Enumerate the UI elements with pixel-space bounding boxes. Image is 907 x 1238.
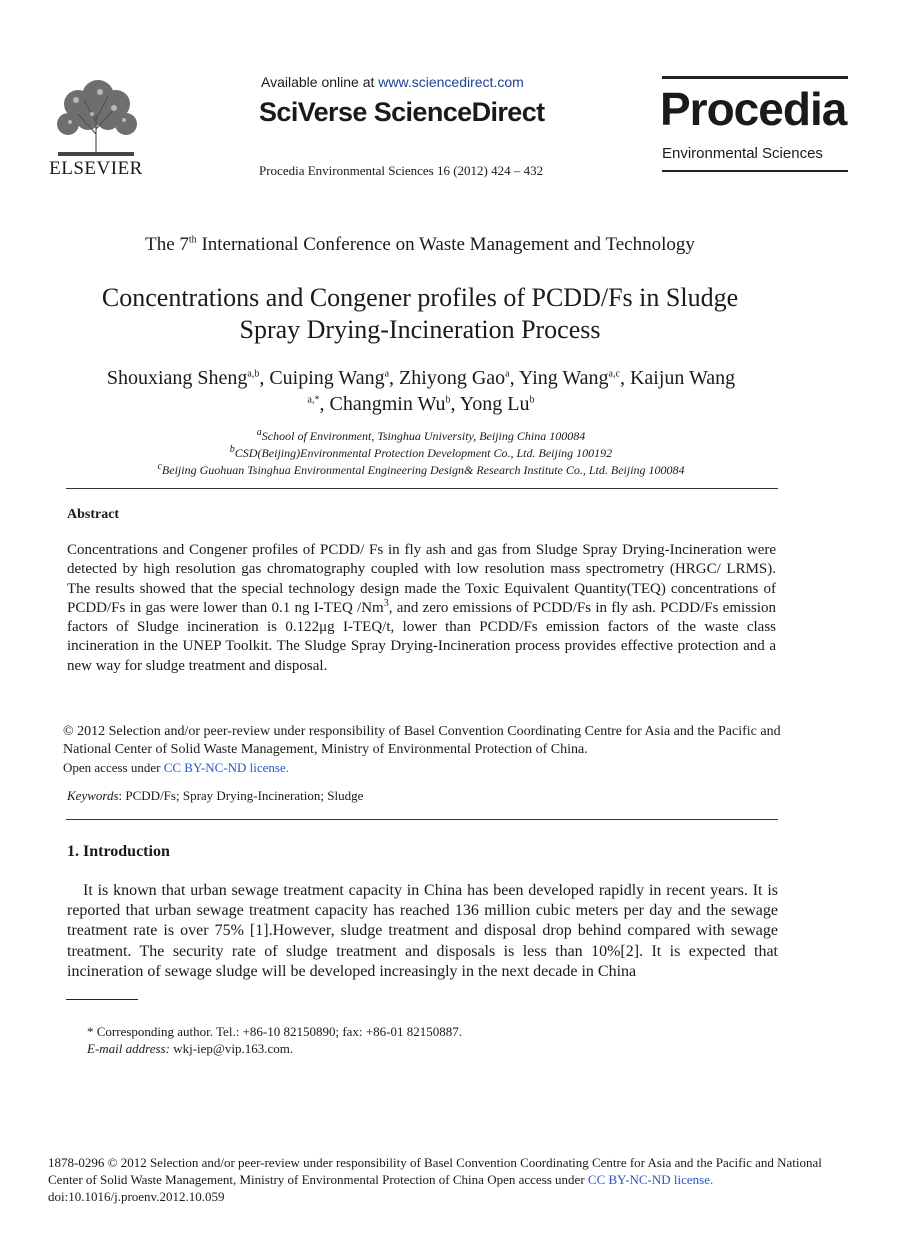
email-address[interactable]: wkj-iep@vip.163.com. bbox=[169, 1041, 294, 1056]
author: Zhiyong Gao$^a$, bbox=[399, 367, 519, 389]
journal-citation: Procedia Environmental Sciences 16 (2012) 424 – 432 bbox=[259, 163, 544, 178]
conference-name bbox=[0, 234, 840, 256]
paper-title bbox=[40, 282, 800, 346]
footnote bbox=[87, 1023, 462, 1057]
procedia-logo: Procedia bbox=[660, 83, 847, 135]
license-link[interactable]: CC BY-NC-ND license. bbox=[163, 760, 290, 775]
abstract-heading: Abstract bbox=[67, 507, 120, 522]
paper-title-line-1: Concentrations and Congener profiles of PCDD/Fs in Sludge bbox=[101, 283, 739, 312]
abstract-body: Concentrations and Congener profiles of PCDD/ Fs in fly ash and gas from Sludge Spray Drying-Incineration were detected by high resolution gas chromatography coupled with low resolution mass spectrometry (HRGC/ LRMS). The results showed that the special technology design made the Toxic Equivalent Quantity(TEQ) concentrations of PCDD/Fs in gas were lower than 0.1 ng I-TEQ /Nm$^3$, and zero emissions of PCDD/Fs in fly ash. PCDD/Fs emission factors of Sludge incineration is 0.122μg I-TEQ/t, lower than PCDD/Fs emission factors of the waste class incineration in the UNEP Toolkit. The Sludge Spray Drying-Incineration process provides effective protection and a new way for sludge treatment and disposal. bbox=[67, 542, 776, 674]
affiliation: $^c$Beijing Guohuan Tsinghua Environmental Engineering Design& Research Institute Co., Ltd. Beijing 100084 bbox=[157, 461, 685, 477]
elsevier-wordmark: ELSEVIER bbox=[49, 158, 143, 179]
available-online-prefix: Available online at bbox=[261, 74, 379, 90]
footer-license-link[interactable]: CC BY-NC-ND license. bbox=[587, 1172, 714, 1187]
sciverse-sciencedirect-logo: SciVerse ScienceDirect bbox=[259, 97, 545, 127]
affiliation: $^b$CSD(Beijing)Environmental Protection Development Co., Ltd. Beijing 100192 bbox=[229, 444, 613, 460]
author: Shouxiang Sheng$^{a,b}$, bbox=[106, 367, 270, 389]
divider-rule bbox=[66, 488, 778, 489]
procedia-subtitle: Environmental Sciences bbox=[662, 145, 823, 162]
affiliation: $^a$School of Environment, Tsinghua University, Beijing China 100084 bbox=[256, 427, 586, 443]
footnote-rule bbox=[66, 999, 138, 1000]
author: Changmin Wu$^b$, bbox=[329, 393, 460, 415]
keywords bbox=[67, 788, 363, 804]
conference-sup: th bbox=[188, 234, 197, 246]
conference-post: International Conference on Waste Management and Technology bbox=[196, 234, 695, 255]
footer-copyright: 1878-0296 © 2012 Selection and/or peer-review under responsibility of Basel Convention Coordinating Centre for Asia and the Pacific and National Center of Solid Waste Management, Ministry of Environmental Protection of China bbox=[48, 1155, 822, 1187]
doi[interactable]: doi:10.1016/j.proenv.2012.10.059 bbox=[48, 1189, 225, 1204]
email-line: E-mail address: wkj-iep@vip.163.com. bbox=[87, 1041, 294, 1056]
page-footer bbox=[48, 1154, 848, 1205]
divider-rule bbox=[66, 819, 778, 820]
section-heading: 1. Introduction bbox=[67, 843, 170, 860]
procedia-bottom-rule bbox=[662, 170, 848, 172]
footer-open-access: Open access under bbox=[483, 1172, 588, 1187]
open-access-line: Open access under CC BY-NC-ND license. bbox=[63, 760, 290, 775]
paper-title-line-2: Spray Drying-Incineration Process bbox=[239, 315, 601, 344]
author: Ying Wang$^{a,c}$, bbox=[518, 367, 630, 389]
procedia-top-rule bbox=[662, 76, 848, 79]
conference-pre: The 7 bbox=[145, 234, 189, 255]
sciencedirect-link[interactable]: www.sciencedirect.com bbox=[378, 74, 524, 90]
available-online-line bbox=[261, 74, 524, 90]
author: Cuiping Wang$^a$, bbox=[269, 367, 400, 389]
author-list bbox=[60, 365, 782, 417]
keywords-list: : PCDD/Fs; Spray Drying-Incineration; Sludge bbox=[118, 788, 364, 803]
section-body: It is known that urban sewage treatment capacity in China has been developed rapidly in recent years. It is reported that urban sewage treatment capacity has reached 136 million cubic meters per day and the sewage treatment rate is over 75% [1].However, sludge treatment and disposal drop behind compared with sewage treatment. The security rate of sludge treatment and disposals is less than 10%[2]. It is expected that incineration of sewage sludge will be developed increasingly in the next decade in China bbox=[67, 882, 778, 980]
keywords-label: Keywords bbox=[67, 788, 119, 803]
author: Yong Lu$^b$ bbox=[459, 393, 535, 415]
affiliations bbox=[60, 428, 782, 479]
copyright-notice: © 2012 Selection and/or peer-review under responsibility of Basel Convention Coordinating Centre for Asia and the Pacific and National Center of Solid Waste Management, Ministry of Environmental Protection of China. bbox=[63, 724, 781, 757]
corresponding-author: * Corresponding author. Tel.: +86-10 82150890; fax: +86-01 82150887. bbox=[87, 1024, 462, 1039]
author: Kaijun Wang $^{a,*}$, bbox=[307, 367, 736, 415]
